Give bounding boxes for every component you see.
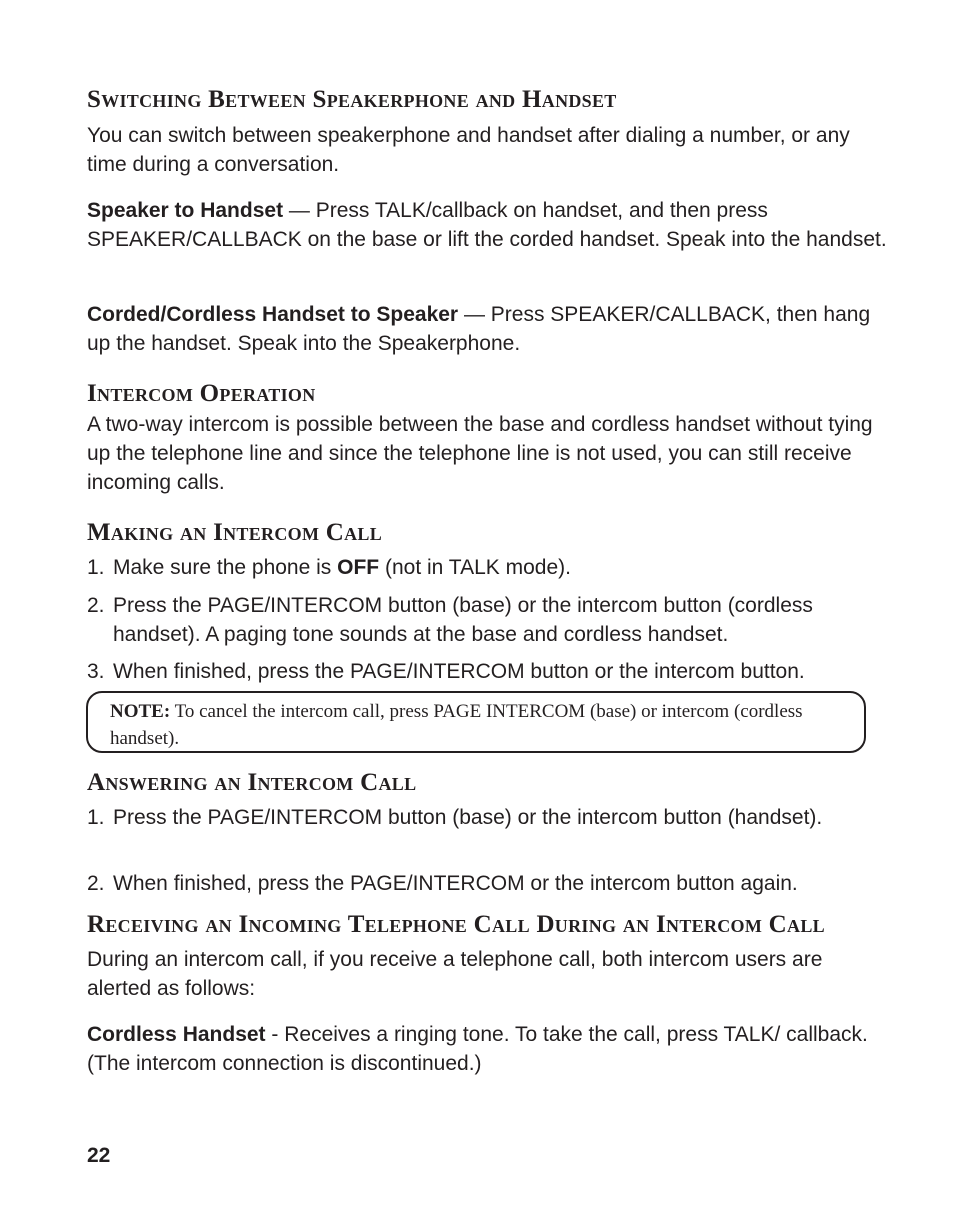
speaker-to-handset-label: Speaker to Handset: [87, 199, 284, 222]
answering-call-step-1: [87, 803, 877, 832]
list-number: 2.: [87, 872, 105, 895]
speaker-to-handset-paragraph: [87, 196, 887, 254]
page-number: 22: [87, 1144, 111, 1167]
list-number: 2.: [87, 594, 105, 617]
corded-to-speaker-label: Corded/Cordless Handset to Speaker: [87, 303, 459, 326]
making-call-step-1: [87, 553, 877, 582]
making-call-step-2: [87, 591, 877, 649]
cordless-handset-text: - Receives a ringing tone. To take the call, press TALK/ callback. (The intercom connection is discontinued.): [87, 1023, 868, 1075]
step-text: Press the PAGE/INTERCOM button (base) or the intercom button (handset).: [113, 806, 823, 829]
list-number: 1.: [87, 556, 105, 579]
off-emphasis: OFF: [337, 556, 380, 579]
section-heading-receiving-call: Receiving an Incoming Telephone Call During an Intercom Call: [87, 911, 825, 938]
step-text: When finished, press the PAGE/INTERCOM or the intercom button again.: [113, 872, 798, 895]
note-text: [110, 698, 840, 752]
step-text: (not in TALK mode).: [379, 556, 571, 579]
section-heading-switching: Switching Between Speakerphone and Handset: [87, 86, 617, 113]
note-box: [86, 691, 866, 753]
switching-intro: You can switch between speakerphone and handset after dialing a number, or any time during a conversation.: [87, 124, 850, 176]
list-number: 3.: [87, 660, 105, 683]
step-text: Press the PAGE/INTERCOM button (base) or the intercom button (cordless handset). A paging tone sounds at the base and cordless handset.: [113, 594, 813, 646]
note-label: NOTE:: [110, 701, 171, 722]
cordless-handset-label: Cordless Handset: [87, 1023, 266, 1046]
answering-call-step-2: [87, 869, 877, 898]
speaker-to-handset-text: — Press TALK/callback on handset, and then press SPEAKER/CALLBACK on the base or lift the corded handset. Speak into the handset.: [87, 199, 887, 251]
receiving-call-intro: During an intercom call, if you receive a telephone call, both intercom users are alerted as follows:: [87, 948, 823, 1000]
making-call-step-3: [87, 657, 877, 686]
section-heading-making-call: Making an Intercom Call: [87, 519, 383, 546]
section-heading-intercom-operation: Intercom Operation: [87, 380, 316, 407]
corded-to-speaker-paragraph: [87, 300, 887, 358]
note-body: To cancel the intercom call, press PAGE INTERCOM (base) or intercom (cordless handset).: [110, 701, 803, 749]
intercom-operation-text: A two-way intercom is possible between the base and cordless handset without tying up the telephone line and since the telephone line is not used, you can still receive incoming calls.: [87, 413, 873, 494]
cordless-handset-paragraph: [87, 1020, 887, 1078]
corded-to-speaker-text: — Press SPEAKER/CALLBACK, then hang up the handset. Speak into the Speakerphone.: [87, 303, 871, 355]
step-text: Make sure the phone is: [113, 556, 338, 579]
section-heading-answering-call: Answering an Intercom Call: [87, 769, 417, 796]
list-number: 1.: [87, 806, 105, 829]
step-text: When finished, press the PAGE/INTERCOM button or the intercom button.: [113, 660, 805, 683]
